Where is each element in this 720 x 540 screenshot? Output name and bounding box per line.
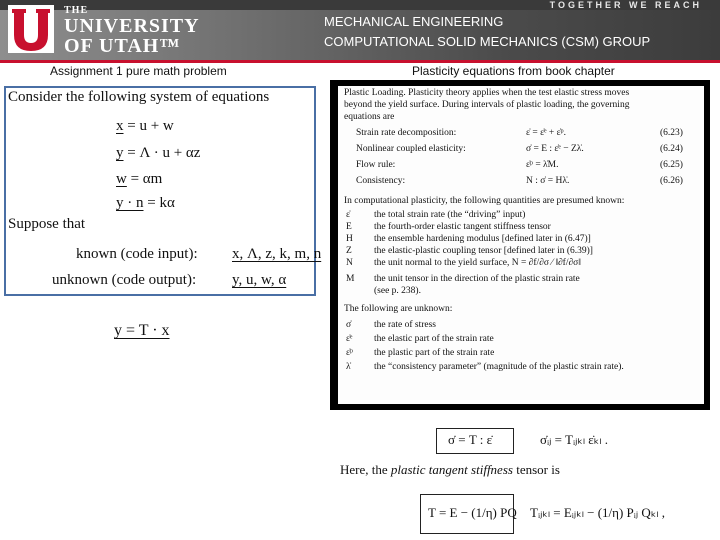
- known-def-1: the total strain rate (the “driving” input): [374, 210, 526, 220]
- known-def-7: (see p. 238).: [374, 286, 421, 296]
- excerpt-intro-line-3: equations are: [344, 112, 395, 122]
- department-heading: [324, 12, 650, 52]
- governing-label-1: Strain rate decomposition:: [356, 128, 457, 138]
- governing-eq-1: ε̇ = ε̇ᵉ + ε̇ᵖ.: [526, 128, 566, 138]
- equation-2-rhs: = Λ · u + αz: [127, 145, 201, 161]
- tangent-intro: [340, 462, 560, 478]
- right-column-title: Plasticity equations from book chapter: [412, 64, 615, 78]
- excerpt-intro-line-1: Plastic Loading. Plasticity theory applies when the test elastic stress moves: [344, 88, 630, 98]
- governing-label-4: Consistency:: [356, 176, 406, 186]
- header-tagline: TOGETHER WE REACH: [549, 0, 702, 10]
- department-line-1: MECHANICAL ENGINEERING: [324, 14, 504, 29]
- equation-1: [116, 118, 174, 135]
- known-sym-3: H: [346, 234, 353, 244]
- unknown-def-2: the elastic part of the strain rate: [374, 334, 494, 344]
- known-sym-1: ε̇: [346, 210, 350, 220]
- known-vars-text: x, Λ, z, k, m, n: [232, 246, 322, 262]
- known-sym-6: M: [346, 274, 355, 284]
- tangent-intro-italic: plastic tangent stiffness: [390, 462, 513, 477]
- known-def-5: the unit normal to the yield surface, N = ∂f/∂σ ⁄ ‖∂f/∂σ‖: [374, 258, 581, 268]
- unknown-def-3: the plastic part of the strain rate: [374, 348, 495, 358]
- known-def-3: the ensemble hardening modulus [defined later in (6.47)]: [374, 234, 591, 244]
- governing-label-2: Nonlinear coupled elasticity:: [356, 144, 466, 154]
- governing-num-3: (6.25): [660, 160, 683, 170]
- rate-equation: σ̇ = T : ε̇: [448, 432, 493, 447]
- tangent-intro-part-1: Here, the: [340, 462, 391, 477]
- governing-eq-3: ε̇ᵖ = λ̇M.: [526, 160, 559, 170]
- header-accent-line: [0, 60, 720, 63]
- known-def-2: the fourth-order elastic tangent stiffness tensor: [374, 222, 551, 232]
- governing-eq-2: σ̇ = E : ε̇ᵉ − Zλ̇.: [526, 144, 584, 154]
- unknown-sym-4: λ̇: [346, 362, 351, 372]
- wordmark-of-utah: OF UTAH™: [64, 35, 181, 57]
- equation-2: [116, 145, 200, 162]
- unknown-def-1: the rate of stress: [374, 320, 436, 330]
- known-def-6: the unit tensor in the direction of the plastic strain rate: [374, 274, 580, 284]
- equation-3-lhs: w: [116, 171, 127, 187]
- problem-intro: Consider the following system of equations: [8, 89, 270, 105]
- tangent-equation: T = E − (1/η) PQ: [428, 505, 517, 520]
- known-def-4: the elastic-plastic coupling tensor [defined later in (6.39)]: [374, 246, 593, 256]
- header-banner: [0, 0, 720, 60]
- governing-num-4: (6.26): [660, 176, 683, 186]
- unknown-label: unknown (code output):: [52, 272, 197, 288]
- equation-1-rhs: = u + w: [127, 118, 174, 134]
- result-equation-text: y = T · x: [114, 322, 170, 339]
- left-column-title: Assignment 1 pure math problem: [50, 64, 227, 78]
- governing-num-1: (6.23): [660, 128, 683, 138]
- suppose-label: Suppose that: [8, 216, 86, 232]
- known-sym-2: E: [346, 222, 352, 232]
- unknown-def-4: the “consistency parameter” (magnitude of the plastic strain rate).: [374, 362, 624, 372]
- known-label: known (code input):: [76, 246, 198, 262]
- equation-4: [116, 195, 175, 212]
- unknown-vars: [232, 272, 286, 289]
- unknown-vars-text: y, u, w, α: [232, 272, 287, 288]
- book-excerpt-panel: [330, 80, 710, 410]
- department-line-2: COMPUTATIONAL SOLID MECHANICS (CSM) GROUP: [324, 34, 651, 49]
- book-excerpt-page: [338, 86, 704, 404]
- university-wordmark: [64, 6, 200, 56]
- governing-label-3: Flow rule:: [356, 160, 396, 170]
- excerpt-intro-line-2: beyond the yield surface. During intervals of plastic loading, the governing: [344, 100, 630, 110]
- unknown-intro: The following are unknown:: [344, 304, 453, 314]
- result-equation: [114, 322, 170, 340]
- equation-4-rhs: = kα: [147, 195, 175, 211]
- university-u-logo-icon: [8, 5, 54, 53]
- unknown-sym-1: σ̇: [346, 320, 352, 330]
- equation-2-lhs: y: [116, 145, 124, 161]
- known-sym-4: Z: [346, 246, 352, 256]
- equation-3: [116, 171, 162, 188]
- known-sym-5: N: [346, 258, 353, 268]
- unknown-sym-3: ε̇ᵖ: [346, 348, 353, 358]
- equation-3-rhs: = αm: [130, 171, 163, 187]
- tangent-equation-index: Tᵢⱼₖₗ = Eᵢⱼₖₗ − (1/η) Pᵢⱼ Qₖₗ ,: [530, 505, 666, 520]
- known-vars: [232, 246, 321, 263]
- wordmark-the: THE: [64, 5, 89, 16]
- equation-4-lhs: y · n: [116, 195, 144, 211]
- equation-1-lhs: x: [116, 118, 124, 134]
- known-intro: In computational plasticity, the following quantities are presumed known:: [344, 196, 625, 206]
- tangent-intro-part-2: tensor is: [512, 462, 560, 477]
- rate-equation-index: σ̇ᵢⱼ = Tᵢⱼₖₗ ε̇ₖₗ .: [540, 432, 608, 447]
- unknown-sym-2: ε̇ᵉ: [346, 334, 353, 344]
- governing-num-2: (6.24): [660, 144, 683, 154]
- wordmark-university: UNIVERSITY: [64, 15, 200, 37]
- governing-eq-4: N : σ̇ = Hλ̇.: [526, 176, 570, 186]
